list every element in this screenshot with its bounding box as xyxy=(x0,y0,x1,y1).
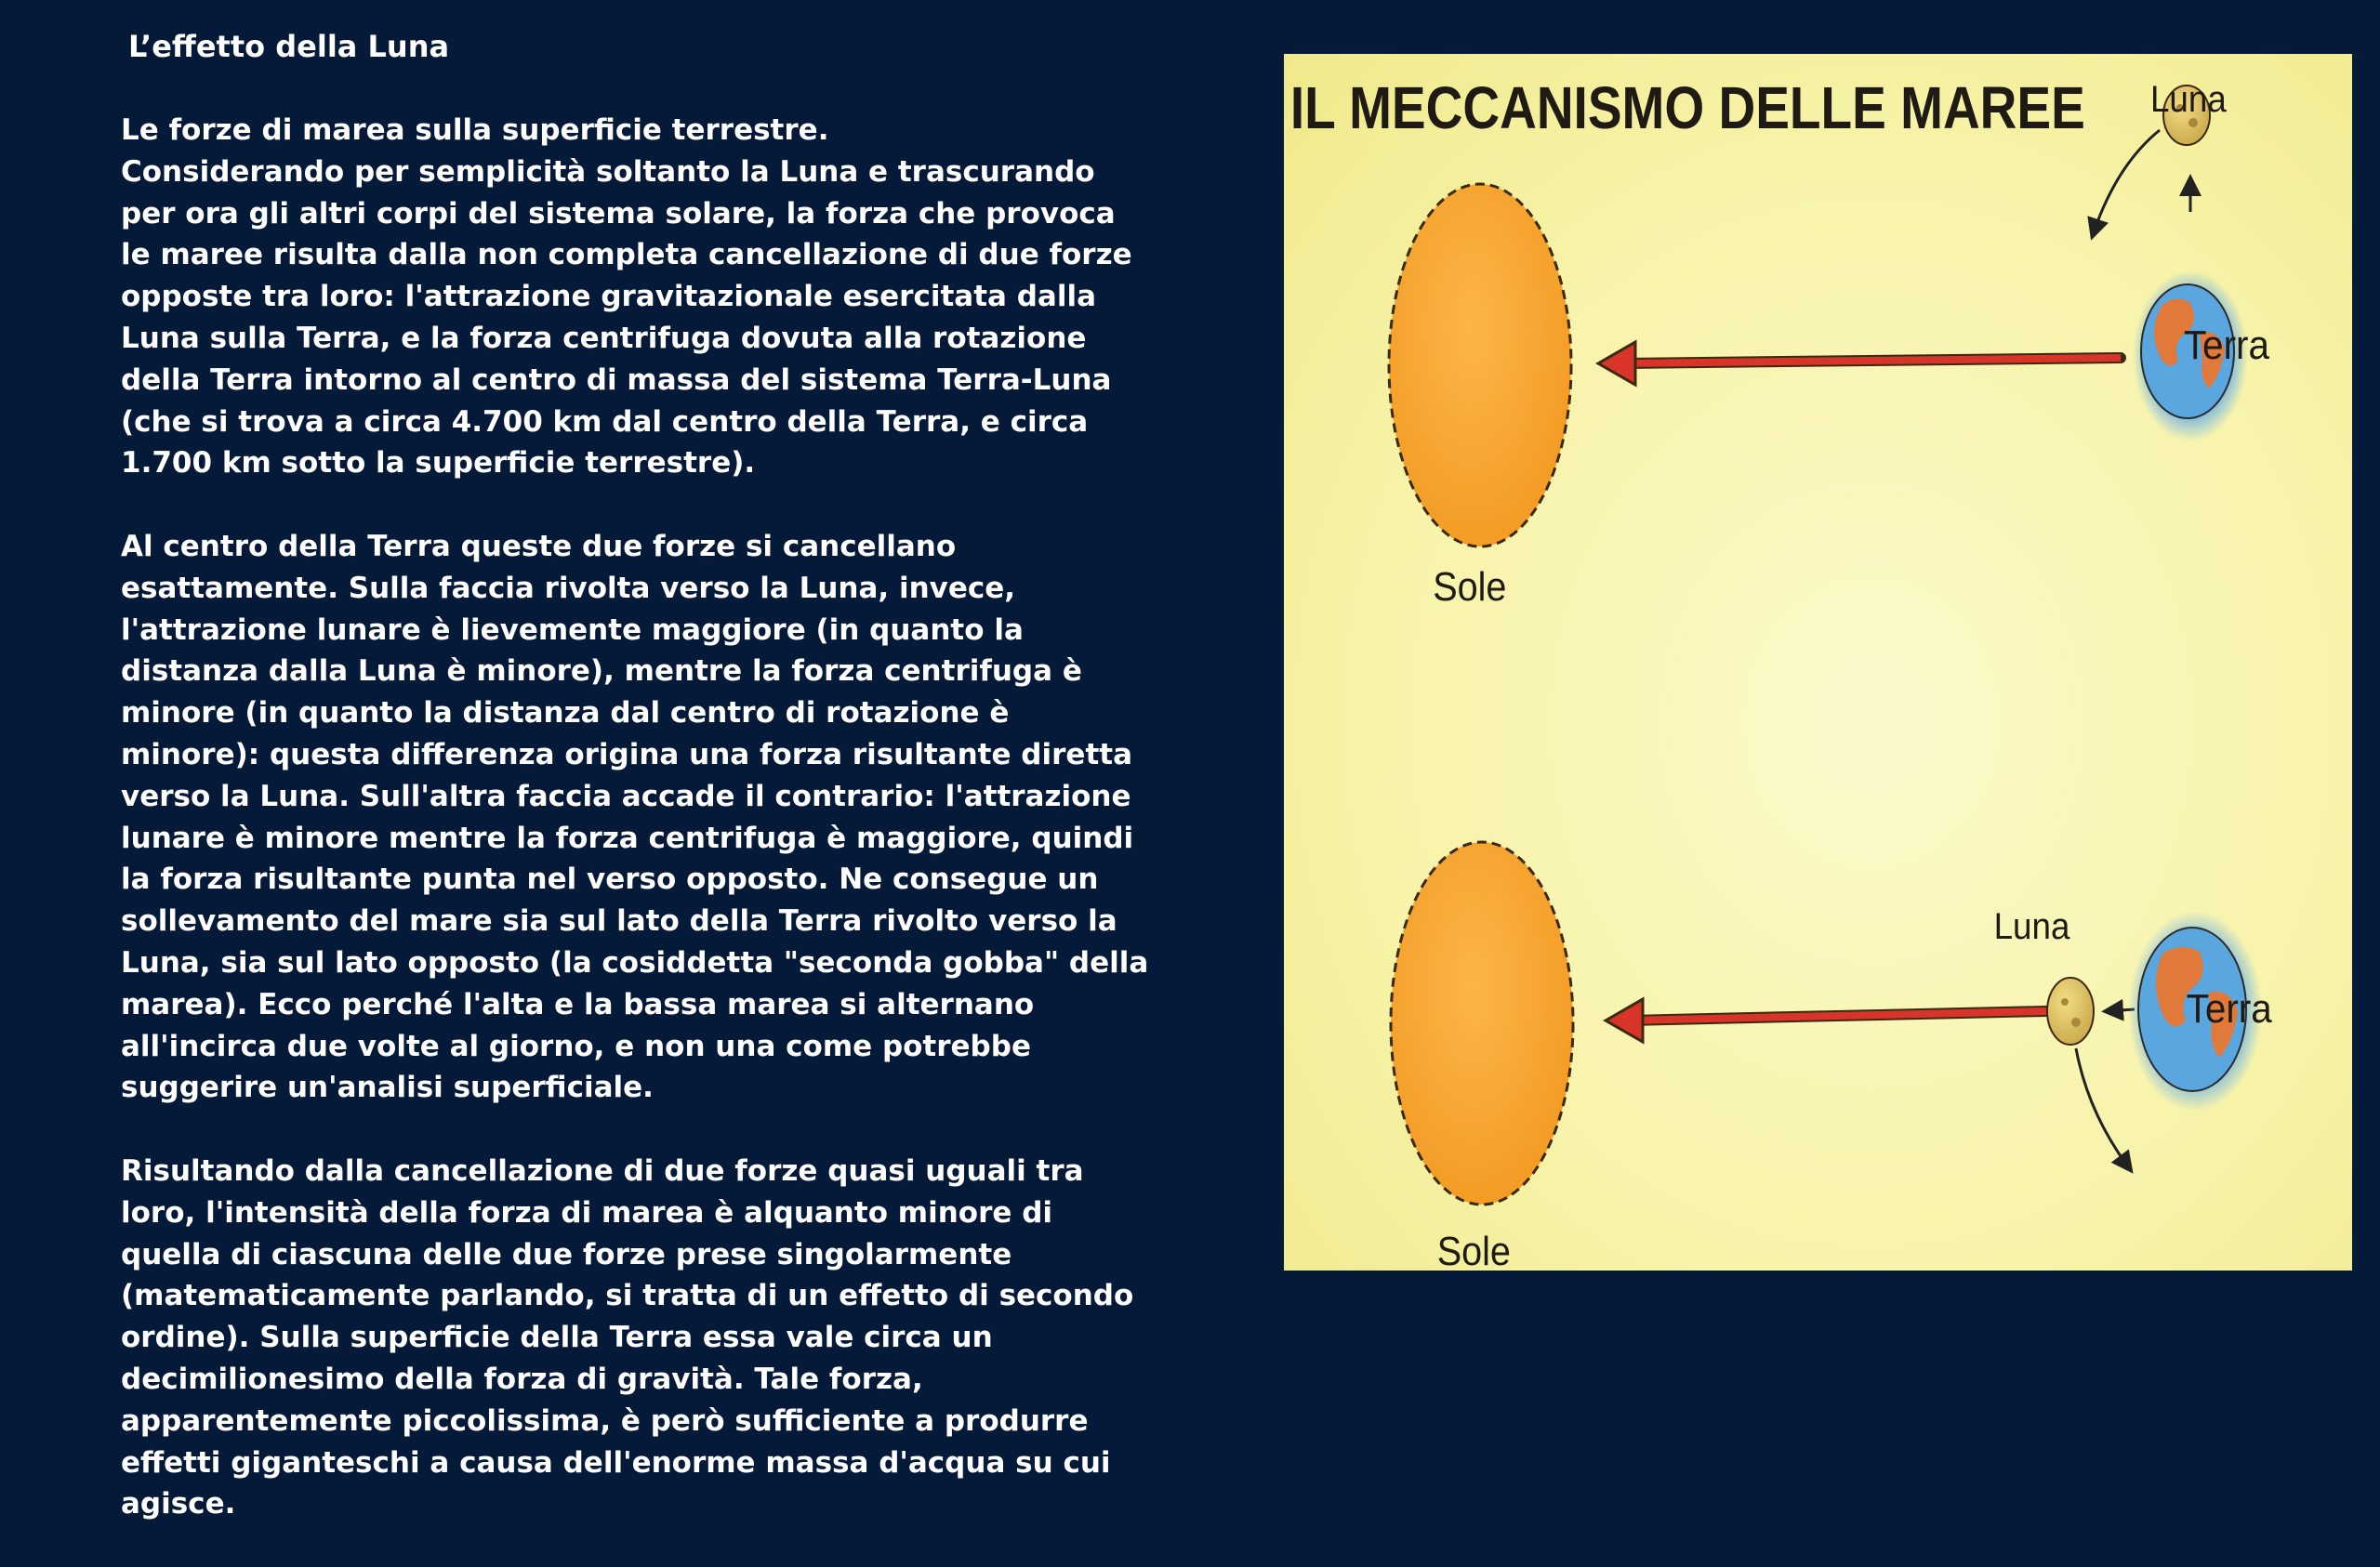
slide-title: L’effetto della Luna xyxy=(128,29,450,64)
sun-icon xyxy=(1389,184,1571,546)
sun-icon xyxy=(1391,842,1573,1205)
tides-diagram xyxy=(1284,54,2352,1274)
paragraph-3: Risultando dalla cancellazione di due forze quasi uguali tra loro, l'intensità della forza di marea è alquanto minore di quella di ciascuna delle due forze prese singolarmente (matematicamente parlando, si tratta di un effetto di secondo ordine). Sulla superficie della Terra essa vale circa un decimilionesimo della forza di gravità. Tale forza, apparentemente piccolissima, è però sufficiente a produrre effetti giganteschi a causa dell'enorme massa d'acqua su cui agisce. xyxy=(121,1153,1134,1521)
tides-mechanism-figure xyxy=(1284,54,2352,1274)
figure-title: IL MECCANISMO DELLE MAREE xyxy=(1289,74,2085,141)
moon-label: Luna xyxy=(2149,78,2227,121)
slide-body xyxy=(121,110,1153,1567)
bottom-panel xyxy=(1391,842,2272,1273)
earth-label: Terra xyxy=(2183,322,2270,368)
paragraph-2: Al centro della Terra queste due forze si cancellano esattamente. Sulla faccia rivolta verso la Luna, invece, l'attrazione lunare è lievemente maggiore (in quanto la distanza dalla Luna è minore), mentre la forza centrifuga è minore (in quanto la distanza dal centro di rotazione è minore): questa differenza origina una forza risultante diretta verso la Luna. Sull'altra faccia accade il contrario: l'attrazione lunare è minore mentre la forza centrifuga è maggiore, quindi la forza risultante punta nel verso opposto. Ne consegue un sollevamento del mare sia sul lato della Terra rivolto verso la Luna, sia sul lato opposto (la cosiddetta "seconda gobba" della marea). Ecco perché l'alta e la bassa marea si alternano all'incirca due volte al giorno, e non una come potrebbe suggerire un'analisi superficiale. xyxy=(121,529,1149,1105)
orbit-arrow-icon xyxy=(2093,130,2160,235)
top-panel xyxy=(1389,79,2270,610)
moon-label: Luna xyxy=(1993,905,2070,948)
sun-label: Sole xyxy=(1436,1228,1511,1274)
section-subtitle: Le forze di marea sulla superficie terrestre. xyxy=(121,113,829,147)
attraction-arrow xyxy=(1626,1011,2046,1021)
paragraph-1: Considerando per semplicità soltanto la Luna e trascurando per ora gli altri corpi del sistema solare, la forza che provoca le maree risulta dalla non completa cancellazione di due forze opposte tra loro: l'attrazione gravitazionale esercitata dalla Luna sulla Terra, e la forza centrifuga dovuta alla rotazione della Terra intorno al centro di massa del sistema Terra-Luna (che si trova a circa 4.700 km dal centro della Terra, e circa 1.700 km sotto la superficie terrestre). xyxy=(121,154,1132,481)
earth-label: Terra xyxy=(2186,985,2272,1032)
arrow-head-icon xyxy=(1598,342,1635,385)
moon-icon xyxy=(2047,978,2094,1045)
sun-label: Sole xyxy=(1433,563,1507,610)
arrow-head-icon xyxy=(1606,999,1643,1042)
orbit-arrow-icon xyxy=(2076,1048,2130,1169)
